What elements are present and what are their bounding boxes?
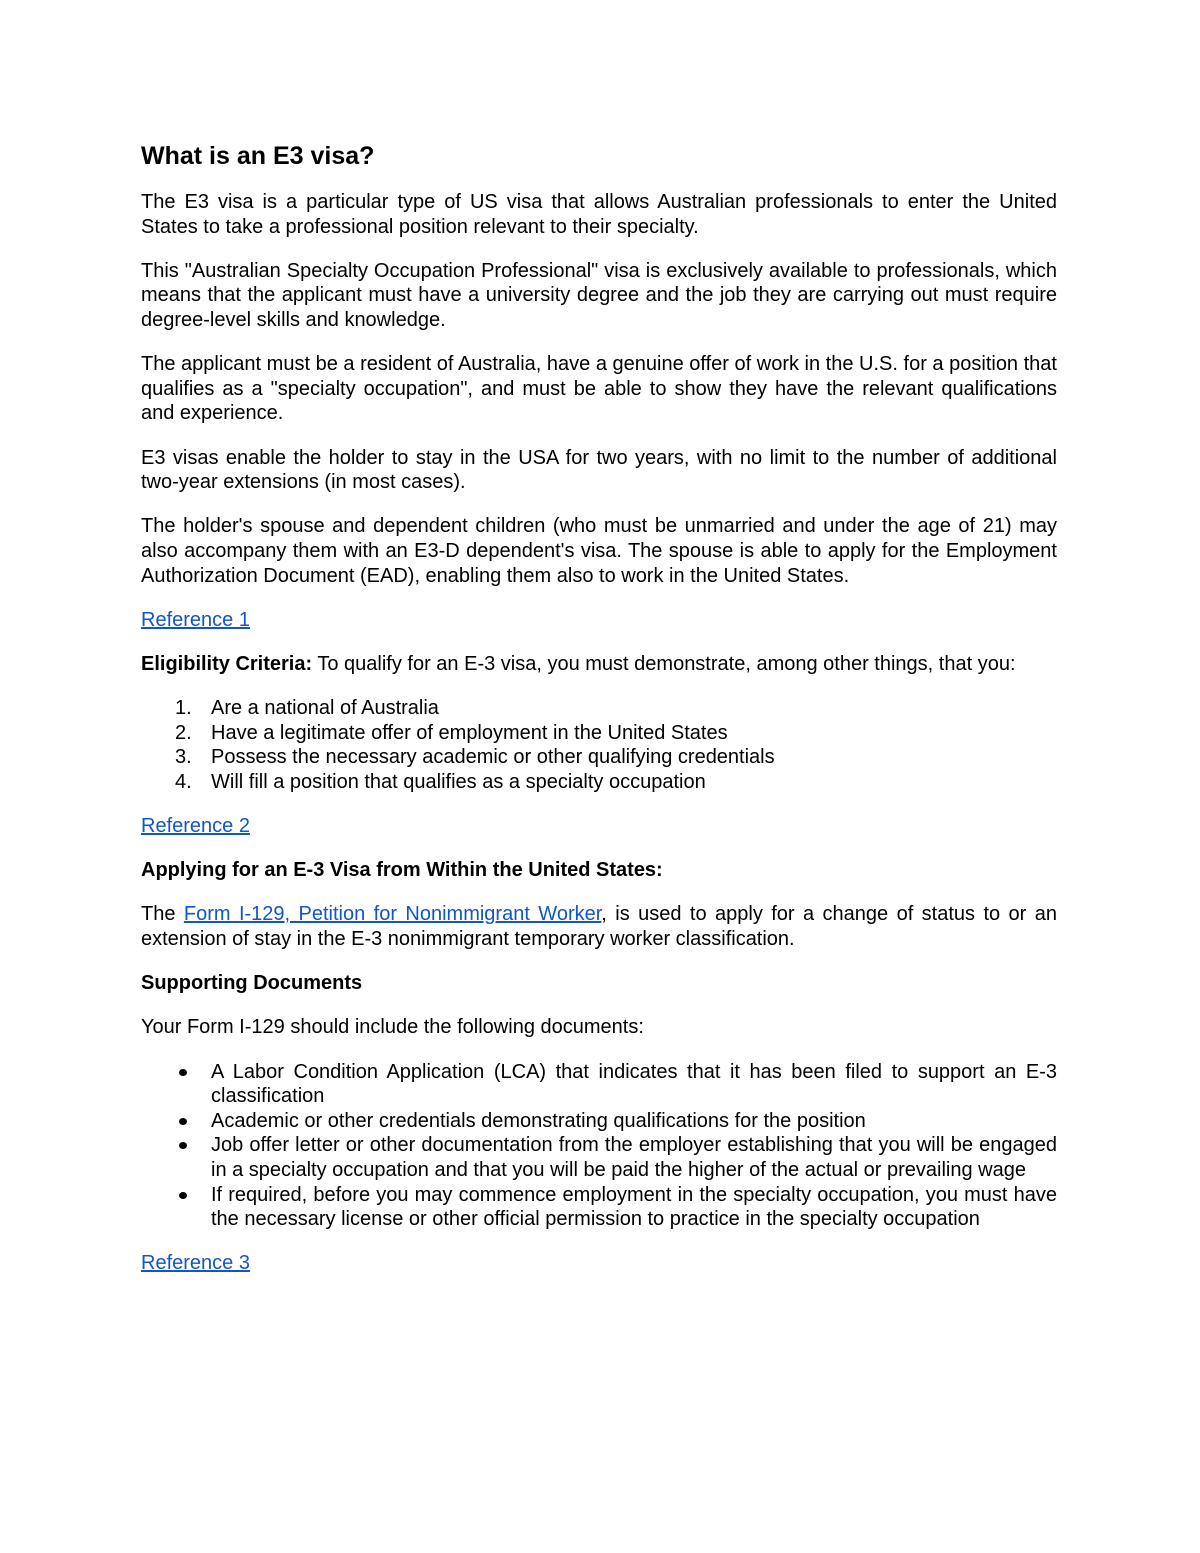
bullet-icon [179, 1069, 187, 1076]
list-item-text: If required, before you may commence employment in the specialty occupation, you must have the necessary license or other official permission to practice in the specialty occupation [211, 1183, 1057, 1231]
intro-paragraph-2: This "Australian Specialty Occupation Professional" visa is exclusively available to professionals, which means that the applicant must have a university degree and the job they are carrying out must require degree-level skills and knowledge. [141, 259, 1057, 331]
supporting-heading: Supporting Documents [141, 972, 363, 995]
applying-paragraph [141, 902, 1057, 951]
page-title: What is an E3 visa? [141, 142, 375, 170]
applying-text-before: The [141, 903, 184, 926]
list-item [141, 770, 1057, 795]
reference-1-row [141, 608, 1057, 633]
reference-1-link[interactable]: Reference 1 [141, 608, 250, 631]
eligibility-list [141, 696, 1057, 794]
list-item [141, 745, 1057, 770]
list-item-text: Have a legitimate offer of employment in the United States [211, 721, 728, 744]
supporting-intro: Your Form I-129 should include the following documents: [141, 1016, 644, 1039]
list-item [141, 696, 1057, 721]
reference-3-link[interactable]: Reference 3 [141, 1252, 250, 1275]
eligibility-label: Eligibility Criteria: [141, 652, 313, 675]
list-item [141, 1109, 1057, 1134]
list-item-text: Possess the necessary academic or other qualifying credentials [211, 746, 775, 769]
list-item [141, 721, 1057, 746]
intro-paragraph-5: The holder's spouse and dependent children (who must be unmarried and under the age of 21) may also accompany them with an E3-D dependent's visa. The spouse is able to apply for the Employment Authorization Document (EAD), enabling them also to work in the United States. [141, 515, 1057, 587]
eligibility-text: To qualify for an E-3 visa, you must demonstrate, among other things, that you: [312, 652, 1016, 675]
list-item [141, 1060, 1057, 1109]
supporting-heading-row [141, 971, 1057, 996]
applying-heading-row [141, 858, 1057, 883]
eligibility-paragraph [141, 652, 1057, 677]
bullet-icon [179, 1192, 187, 1199]
reference-2-row [141, 814, 1057, 839]
list-number: 1. [175, 697, 192, 720]
reference-3-row [141, 1251, 1057, 1276]
intro-paragraph-3: The applicant must be a resident of Australia, have a genuine offer of work in the U.S. for a position that qualifies as a "specialty occupation", and must be able to show they have the relevant qualifications and experience. [141, 353, 1057, 425]
list-number: 3. [175, 746, 192, 769]
list-item-text: Will fill a position that qualifies as a specialty occupation [211, 770, 706, 793]
applying-heading: Applying for an E-3 Visa from Within the United States: [141, 859, 663, 882]
reference-2-link[interactable]: Reference 2 [141, 815, 250, 838]
applying-text-after: , is used to apply for a change of status to or an extension of stay in the E-3 nonimmigrant temporary worker classification. [141, 903, 1057, 950]
list-item-text: Academic or other credentials demonstrating qualifications for the position [211, 1109, 866, 1132]
list-item-text: Are a national of Australia [211, 697, 439, 720]
intro-paragraph-4: E3 visas enable the holder to stay in the USA for two years, with no limit to the number of additional two-year extensions (in most cases). [141, 446, 1057, 494]
document-page [141, 140, 1057, 1296]
list-number: 2. [175, 721, 192, 744]
intro-paragraph-1: The E3 visa is a particular type of US visa that allows Australian professionals to enter the United States to take a professional position relevant to their specialty. [141, 191, 1057, 238]
form-i129-link[interactable]: Form I-129, Petition for Nonimmigrant Worker [183, 903, 602, 926]
list-item-text: Job offer letter or other documentation from the employer establishing that you will be engaged in a specialty occupation and that you will be paid the higher of the actual or prevailing wage [211, 1134, 1057, 1181]
bullet-icon [179, 1118, 187, 1125]
list-item [141, 1133, 1057, 1182]
supporting-documents-list [141, 1060, 1057, 1232]
list-number: 4. [175, 770, 192, 793]
list-item-text: A Labor Condition Application (LCA) that indicates that it has been filed to support an E-3 classification [211, 1060, 1057, 1108]
bullet-icon [179, 1142, 187, 1149]
list-item [141, 1183, 1057, 1232]
